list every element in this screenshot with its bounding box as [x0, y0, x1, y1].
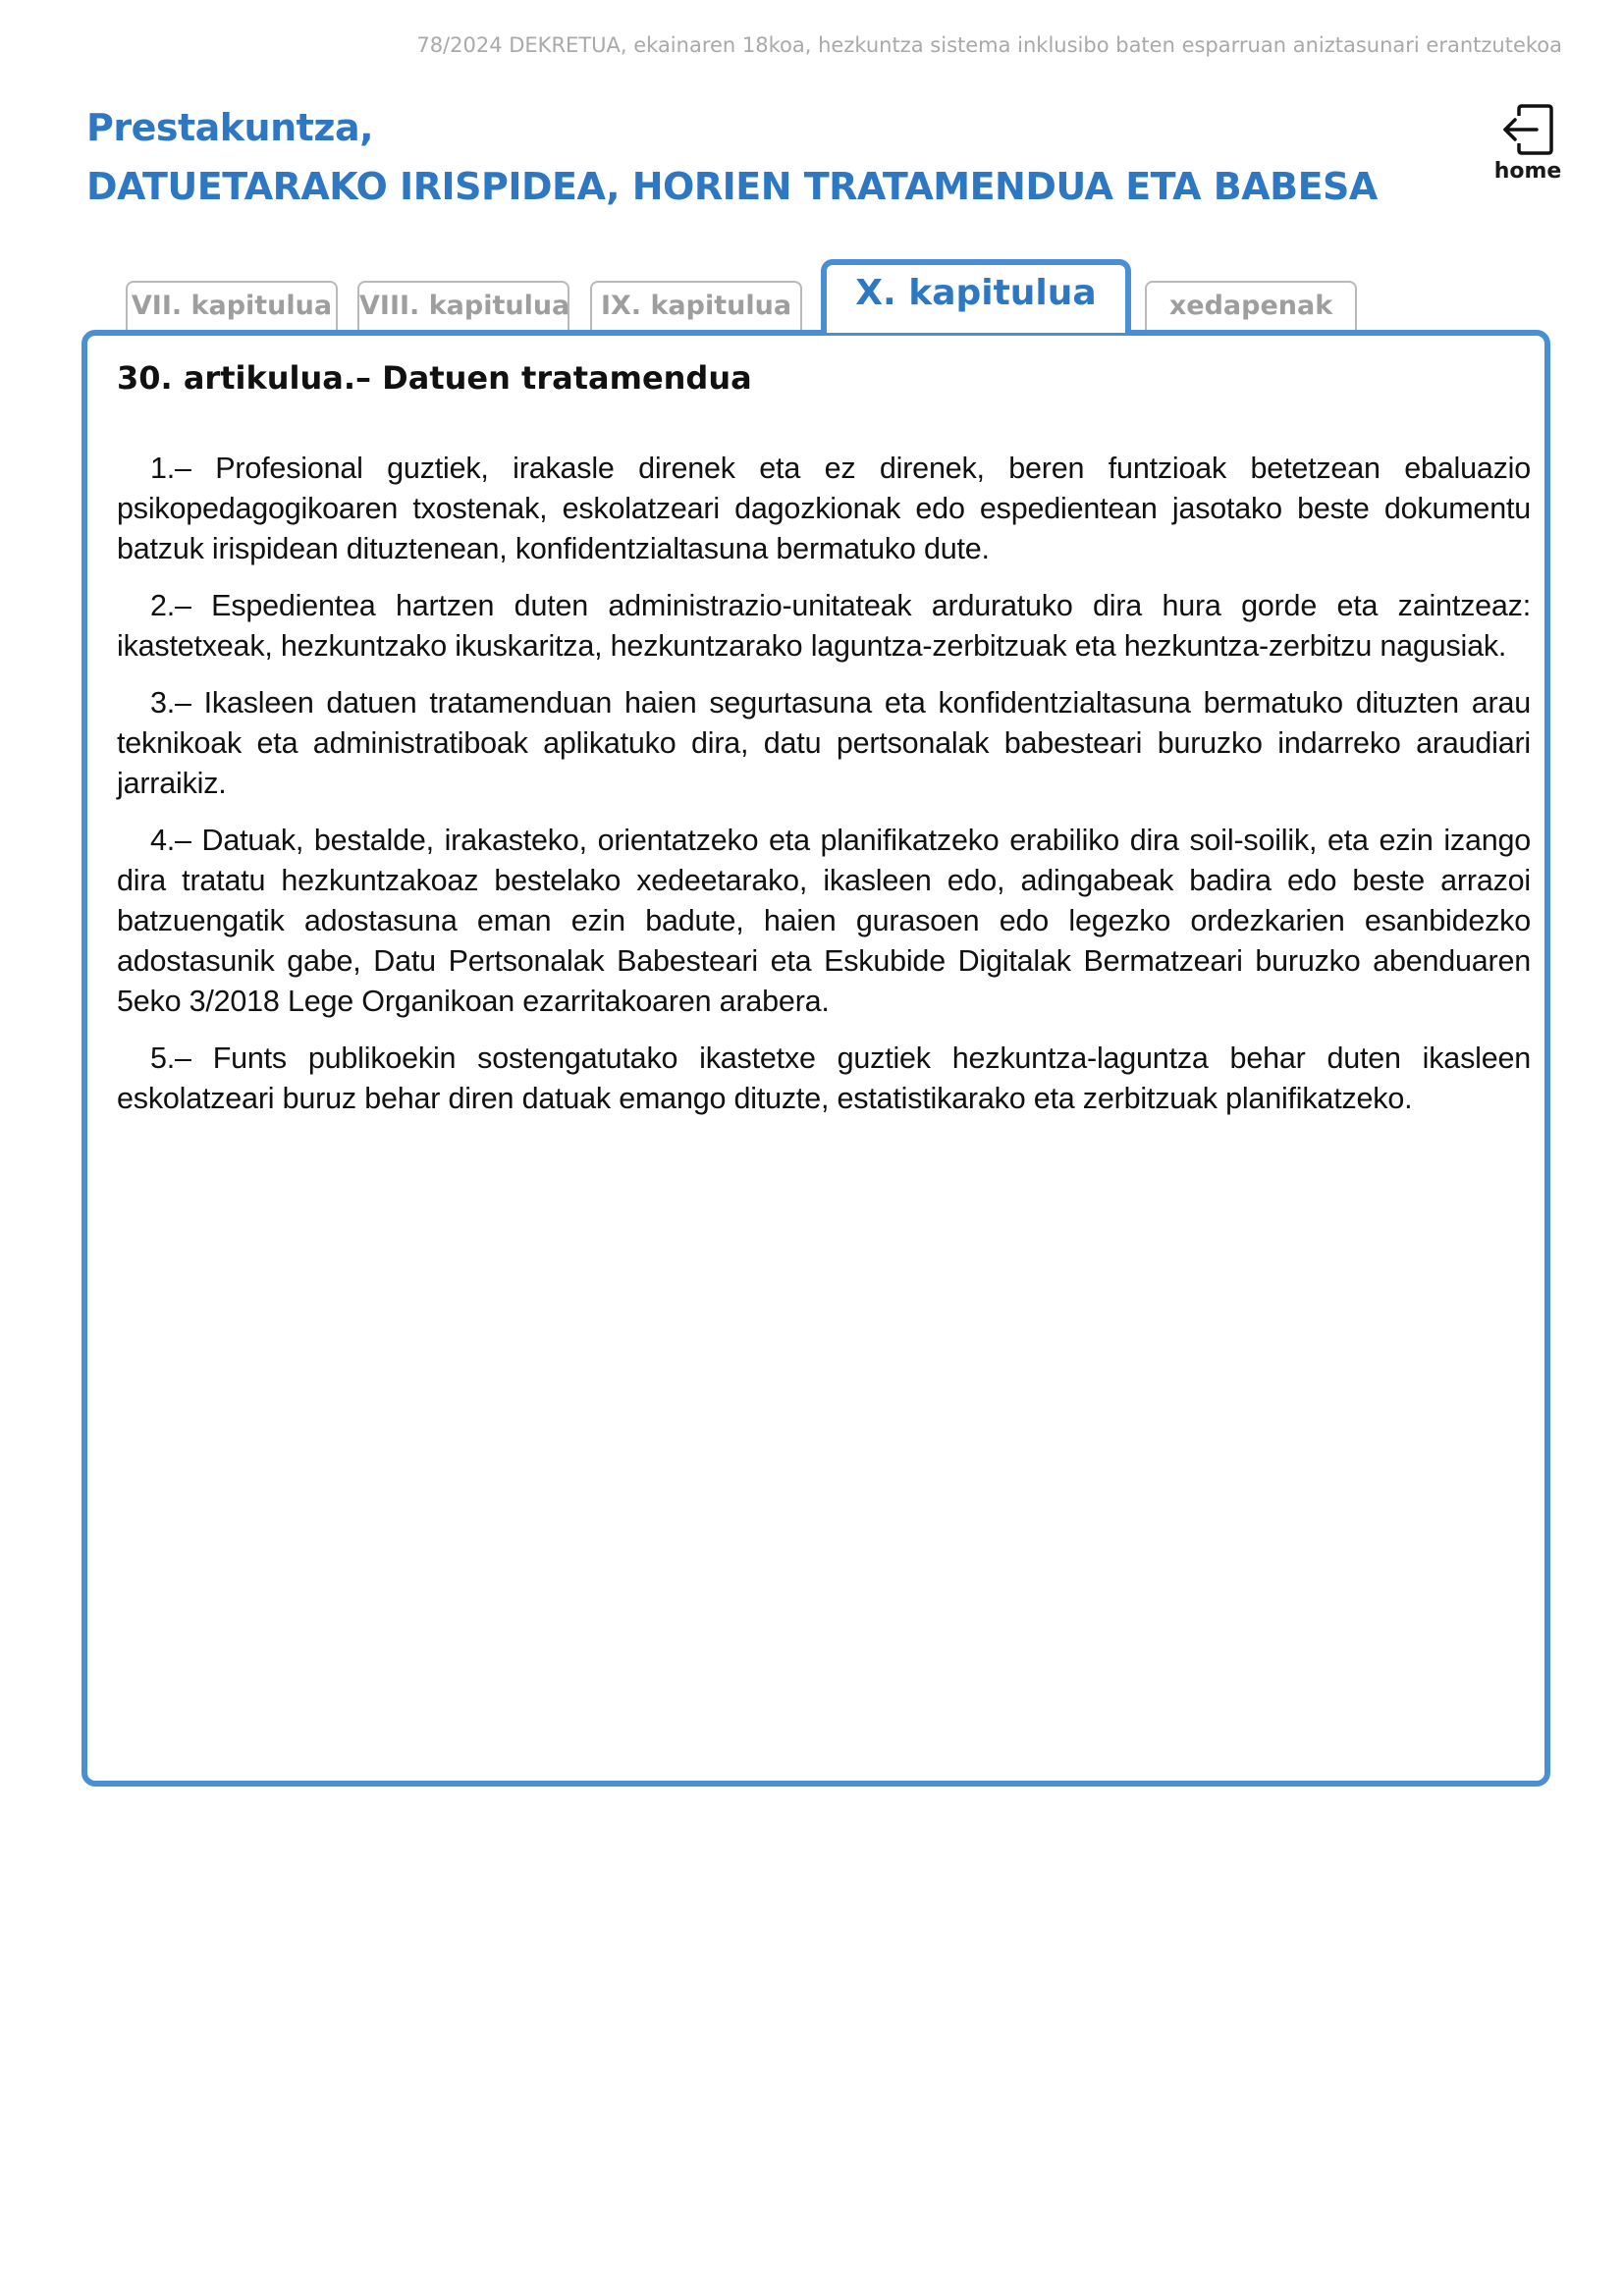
- exit-door-arrow-icon: [1487, 102, 1569, 157]
- tab-xedapenak[interactable]: xedapenak: [1145, 281, 1357, 330]
- tab-ix-kapitulua[interactable]: IX. kapitulua: [590, 281, 802, 330]
- article-panel: [81, 330, 1550, 1787]
- article-paragraph-1: 1.– Profesional guztiek, irakasle direnek eta ez direnek, beren funtzioak betetzean ebaluazio psikopedagogikoaren txostenak, eskolatzeari dagozkionak edo espedientean jasotako beste dokumentu batzuk irispidean dituztenean, konfidentzialtasuna bermatuko dute.: [117, 452, 1531, 565]
- page-title: [86, 98, 1378, 216]
- tab-x-kapitulua[interactable]: X. kapitulua: [821, 259, 1131, 333]
- tab-vii-kapitulua[interactable]: VII. kapitulua: [126, 281, 338, 330]
- home-button[interactable]: [1487, 102, 1569, 200]
- running-header: 78/2024 DEKRETUA, ekainaren 18koa, hezkuntza sistema inklusibo baten esparruan aniztasunari erantzutekoa: [416, 33, 1562, 57]
- article-paragraph-3: 3.– Ikasleen datuen tratamenduan haien segurtasuna eta konfidentzialtasuna bermatuko dituzten arau teknikoak eta administratiboak aplikatuko dira, datu pertsonalak babesteari buruzko indarreko araudiari jarraikiz.: [117, 686, 1531, 800]
- article-paragraph-2: 2.– Espedientea hartzen duten administrazio-unitateak arduratuko dira hura gorde eta zaintzeaz: ikastetxeak, hezkuntzako ikuskaritza, hezkuntzarako laguntza-zerbitzuak eta hezkuntza-zerbitzu nagusiak.: [117, 589, 1531, 663]
- title-line-1: Prestakuntza,: [86, 106, 374, 149]
- article-paragraph-5: 5.– Funts publikoekin sostengatutako ikastetxe guztiek hezkuntza-laguntza behar duten ikasleen eskolatzeari buruz behar diren datuak emango dituzte, estatistikarako eta zerbitzuak planifikatzeko.: [117, 1041, 1531, 1115]
- home-label: home: [1493, 159, 1562, 184]
- title-line-2: DATUETARAKO IRISPIDEA, HORIEN TRATAMENDUA ETA BABESA: [86, 165, 1378, 208]
- article-paragraph-4: 4.– Datuak, bestalde, irakasteko, orientatzeko eta planifikatzeko erabiliko dira soil-soilik, eta ezin izango dira tratatu hezkuntzakoaz bestelako xedeetarako, ikasleen edo, adingabeak badira edo beste arrazoi batzuengatik adostasuna eman ezin badute, haien gurasoen edo legezko ordezkarien esanbidezko adostasunik gabe, Datu Pertsonalak Babesteari eta Eskubide Digitalak Bermatzeari buruzko abenduaren 5eko 3/2018 Lege Organikoan ezarritakoaren arabera.: [117, 824, 1531, 1018]
- article-heading: 30. artikulua.– Datuen tratamendua: [117, 359, 752, 397]
- tab-viii-kapitulua[interactable]: VIII. kapitulua: [357, 281, 569, 330]
- article-body: [117, 449, 1531, 1136]
